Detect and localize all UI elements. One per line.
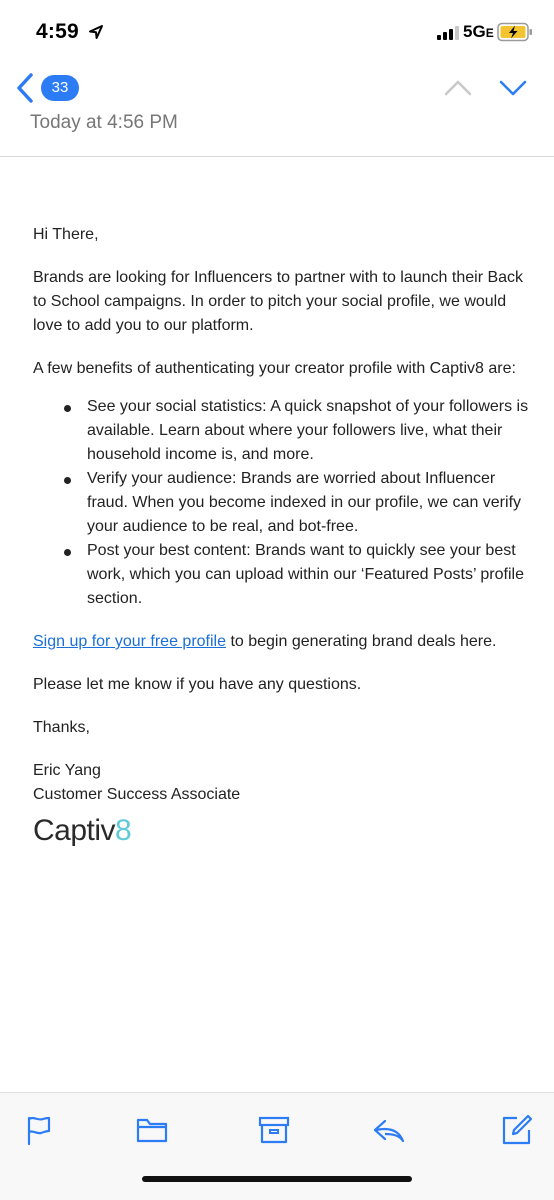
bullet-icon <box>64 549 71 556</box>
list-item <box>33 539 538 611</box>
signature <box>33 759 538 807</box>
next-message-chevron-icon[interactable] <box>498 78 528 98</box>
logo-digit: 8 <box>115 814 132 847</box>
logo-text: Captiv <box>33 814 116 847</box>
previous-message-chevron-icon[interactable] <box>443 78 473 98</box>
reply-icon[interactable] <box>372 1113 406 1147</box>
network-label: 5G <box>463 22 486 41</box>
list-item <box>33 467 538 539</box>
benefits-list <box>33 395 538 611</box>
location-arrow-icon <box>88 24 104 40</box>
list-item <box>33 395 538 467</box>
compose-icon[interactable] <box>500 1113 534 1147</box>
intro-paragraph: Brands are looking for Influencers to partner with to launch their Back to School campaigns. In order to pitch your social profile, we would love to add you to our platform. <box>33 269 524 334</box>
signup-rest: to begin generating brand deals here. <box>226 633 497 650</box>
status-time: 4:59 <box>36 20 79 43</box>
thanks-line: Thanks, <box>33 719 90 736</box>
network-suffix: E <box>485 26 494 40</box>
battery-charging-icon <box>497 22 533 42</box>
signup-paragraph <box>33 630 538 654</box>
message-date: Today at 4:56 PM <box>30 112 178 133</box>
mail-toolbar <box>0 1092 554 1200</box>
benefits-intro: A few benefits of authenticating your creator profile with Captiv8 are: <box>33 360 516 377</box>
bullet-icon <box>64 405 71 412</box>
back-chevron-icon[interactable] <box>14 72 36 104</box>
benefit-text: Post your best content: Brands want to quickly see your best work, which you can upload within our ‘Featured Posts’ profile section. <box>87 542 524 607</box>
flag-icon[interactable] <box>22 1113 56 1147</box>
mail-nav-bar <box>0 62 554 114</box>
home-indicator[interactable] <box>142 1176 412 1182</box>
signup-link[interactable]: Sign up for your free profile <box>33 633 226 650</box>
email-body <box>33 223 538 847</box>
captiv8-logo <box>33 814 538 847</box>
archive-icon[interactable] <box>257 1113 291 1147</box>
status-bar <box>0 0 554 60</box>
folder-icon[interactable] <box>135 1113 169 1147</box>
benefit-text: Verify your audience: Brands are worried about Influencer fraud. When you become indexed in our profile, we can verify your audience to be real, and bot-free. <box>87 470 522 535</box>
unread-count-badge[interactable]: 33 <box>41 75 79 101</box>
sender-title: Customer Success Associate <box>33 786 241 803</box>
questions-line: Please let me know if you have any questions. <box>33 676 362 693</box>
benefit-text: See your social statistics: A quick snapshot of your followers is available. Learn about where your followers live, what their household income is, and more. <box>87 398 529 463</box>
sender-name: Eric Yang <box>33 762 101 779</box>
bullet-icon <box>64 477 71 484</box>
cellular-signal-icon <box>437 26 461 40</box>
header-divider <box>0 156 554 157</box>
network-type <box>463 22 494 42</box>
greeting: Hi There, <box>33 226 99 243</box>
